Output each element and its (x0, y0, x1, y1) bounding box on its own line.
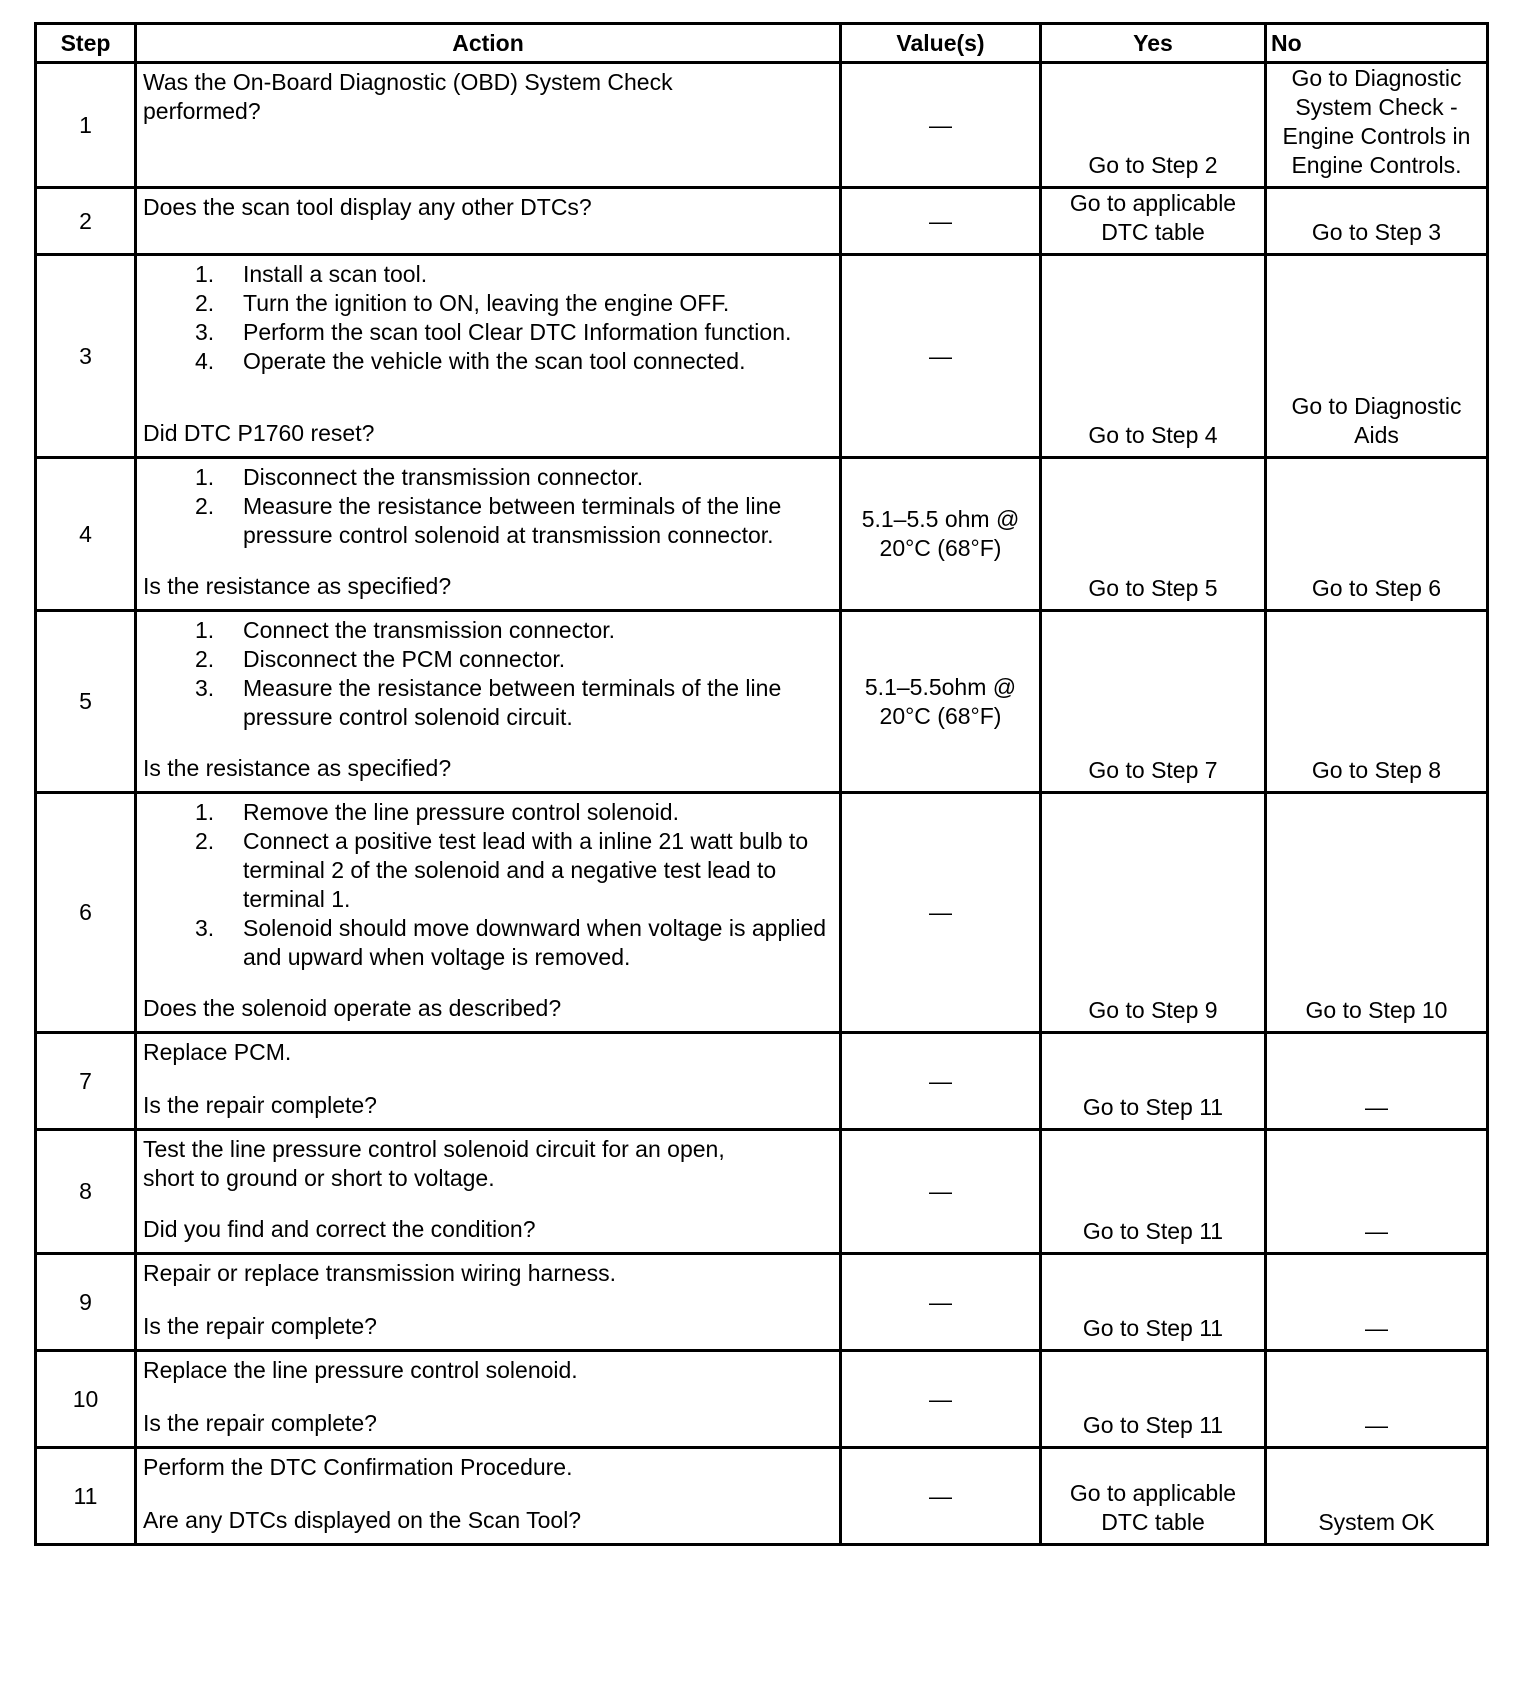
action-cell (136, 1351, 841, 1448)
action-question: Does the solenoid operate as described? (143, 995, 562, 1021)
action-cell (136, 63, 841, 188)
no-cell: Go to Step 3 (1266, 188, 1488, 255)
no-cell: System OK (1266, 1448, 1488, 1545)
step-number: 4 (36, 458, 136, 611)
step-number: 9 (36, 1254, 136, 1351)
header-yes: Yes (1041, 24, 1266, 63)
no-cell: Go to Diagnostic Aids (1266, 255, 1488, 458)
step-number: 10 (36, 1351, 136, 1448)
substep-number: 2. (195, 828, 215, 854)
table-row (36, 793, 1488, 1033)
substep-number: 3. (195, 675, 215, 701)
action-cell (136, 458, 841, 611)
no-cell: — (1266, 1130, 1488, 1254)
action-question: Are any DTCs displayed on the Scan Tool? (143, 1507, 582, 1533)
yes-cell: Go to Step 5 (1041, 458, 1266, 611)
action-question: Did you find and correct the condition? (143, 1216, 536, 1242)
values-cell: 5.1–5.5 ohm @ 20°C (68°F) (841, 458, 1041, 611)
no-cell: Go to Diagnostic System Check - Engine Controls in Engine Controls. (1266, 63, 1488, 188)
substep-number: 1. (195, 261, 215, 287)
values-cell: — (841, 1130, 1041, 1254)
action-question: Did DTC P1760 reset? (143, 420, 375, 446)
step-number: 2 (36, 188, 136, 255)
yes-cell: Go to applicable DTC table (1041, 1448, 1266, 1545)
action-cell (136, 1130, 841, 1254)
action-question: Is the resistance as specified? (143, 573, 452, 599)
no-cell: — (1266, 1033, 1488, 1130)
substep-number: 2. (195, 646, 215, 672)
table-row (36, 1351, 1488, 1448)
substep-text: Turn the ignition to ON, leaving the engine OFF. (243, 290, 730, 316)
values-cell: — (841, 188, 1041, 255)
action-cell (136, 188, 841, 255)
action-instruction: Test the line pressure control solenoid circuit for an open, short to ground or short to voltage. (143, 1136, 725, 1191)
substep-number: 1. (195, 464, 215, 490)
substep-text: Disconnect the PCM connector. (243, 646, 566, 672)
substep-text: Measure the resistance between terminals of the line pressure control solenoid at transmission connector. (243, 493, 782, 548)
yes-cell: Go to Step 11 (1041, 1033, 1266, 1130)
substep-item (195, 318, 833, 347)
table-row (36, 611, 1488, 793)
substep-number: 2. (195, 493, 215, 519)
action-cell (136, 255, 841, 458)
substep-item (195, 914, 833, 972)
step-number: 1 (36, 63, 136, 188)
step-number: 5 (36, 611, 136, 793)
action-instruction: Replace the line pressure control solenoid. (143, 1357, 578, 1383)
table-row (36, 1254, 1488, 1351)
yes-cell: Go to Step 11 (1041, 1351, 1266, 1448)
header-no: No (1266, 24, 1488, 63)
values-cell: — (841, 1254, 1041, 1351)
values-cell: — (841, 63, 1041, 188)
header-row (36, 24, 1488, 63)
table-row (36, 255, 1488, 458)
step-number: 8 (36, 1130, 136, 1254)
substep-text: Perform the scan tool Clear DTC Information function. (243, 319, 792, 345)
substep-item (195, 289, 833, 318)
yes-cell: Go to Step 11 (1041, 1130, 1266, 1254)
substep-item (195, 463, 833, 492)
action-question: Is the repair complete? (143, 1313, 377, 1339)
substep-list (143, 616, 833, 732)
substep-list (143, 260, 833, 376)
substep-list (143, 798, 833, 972)
table-row (36, 1448, 1488, 1545)
table-body (36, 63, 1488, 1545)
action-instruction: Repair or replace transmission wiring harness. (143, 1260, 616, 1286)
table-row (36, 1033, 1488, 1130)
substep-number: 1. (195, 799, 215, 825)
step-number: 3 (36, 255, 136, 458)
step-number: 7 (36, 1033, 136, 1130)
substep-item (195, 827, 833, 914)
substep-text: Connect the transmission connector. (243, 617, 616, 643)
yes-cell: Go to Step 9 (1041, 793, 1266, 1033)
substep-text: Operate the vehicle with the scan tool connected. (243, 348, 746, 374)
values-cell: 5.1–5.5ohm @ 20°C (68°F) (841, 611, 1041, 793)
substep-text: Disconnect the transmission connector. (243, 464, 644, 490)
substep-number: 3. (195, 915, 215, 941)
values-cell: — (841, 1351, 1041, 1448)
substep-text: Install a scan tool. (243, 261, 428, 287)
substep-item (195, 674, 833, 732)
yes-cell: Go to Step 7 (1041, 611, 1266, 793)
values-cell: — (841, 255, 1041, 458)
substep-item (195, 347, 833, 376)
no-cell: Go to Step 8 (1266, 611, 1488, 793)
yes-cell: Go to Step 11 (1041, 1254, 1266, 1351)
no-cell: — (1266, 1351, 1488, 1448)
substep-item (195, 645, 833, 674)
yes-cell: Go to Step 2 (1041, 63, 1266, 188)
substep-item (195, 492, 833, 550)
substep-number: 4. (195, 348, 215, 374)
values-cell: — (841, 793, 1041, 1033)
action-cell (136, 611, 841, 793)
table-row (36, 188, 1488, 255)
substep-list (143, 463, 833, 550)
yes-cell: Go to Step 4 (1041, 255, 1266, 458)
action-question: Is the repair complete? (143, 1410, 377, 1436)
substep-text: Solenoid should move downward when voltage is applied and upward when voltage is removed. (243, 915, 827, 970)
table-row (36, 63, 1488, 188)
step-number: 11 (36, 1448, 136, 1545)
values-cell: — (841, 1448, 1041, 1545)
header-action: Action (136, 24, 841, 63)
substep-item (195, 798, 833, 827)
diagnostic-table (34, 22, 1489, 1546)
action-cell (136, 1448, 841, 1545)
table-row (36, 1130, 1488, 1254)
header-step: Step (36, 24, 136, 63)
substep-text: Connect a positive test lead with a inline 21 watt bulb to terminal 2 of the solenoid and a negative test lead to terminal 1. (243, 828, 809, 912)
values-cell: — (841, 1033, 1041, 1130)
substep-item (195, 260, 833, 289)
no-cell: Go to Step 10 (1266, 793, 1488, 1033)
action-cell (136, 1033, 841, 1130)
substep-number: 1. (195, 617, 215, 643)
substep-number: 3. (195, 319, 215, 345)
action-question: Is the resistance as specified? (143, 755, 452, 781)
step-number: 6 (36, 793, 136, 1033)
table-row (36, 458, 1488, 611)
yes-cell: Go to applicable DTC table (1041, 188, 1266, 255)
substep-text: Remove the line pressure control solenoid. (243, 799, 679, 825)
no-cell: — (1266, 1254, 1488, 1351)
no-cell: Go to Step 6 (1266, 458, 1488, 611)
action-instruction: Replace PCM. (143, 1039, 292, 1065)
substep-item (195, 616, 833, 645)
substep-number: 2. (195, 290, 215, 316)
action-cell (136, 1254, 841, 1351)
substep-text: Measure the resistance between terminals of the line pressure control solenoid circuit. (243, 675, 782, 730)
action-instruction: Does the scan tool display any other DTCs? (143, 194, 592, 220)
action-instruction: Was the On-Board Diagnostic (OBD) System Check performed? (143, 69, 673, 124)
action-instruction: Perform the DTC Confirmation Procedure. (143, 1454, 573, 1480)
header-values: Value(s) (841, 24, 1041, 63)
action-cell (136, 793, 841, 1033)
action-question: Is the repair complete? (143, 1092, 377, 1118)
